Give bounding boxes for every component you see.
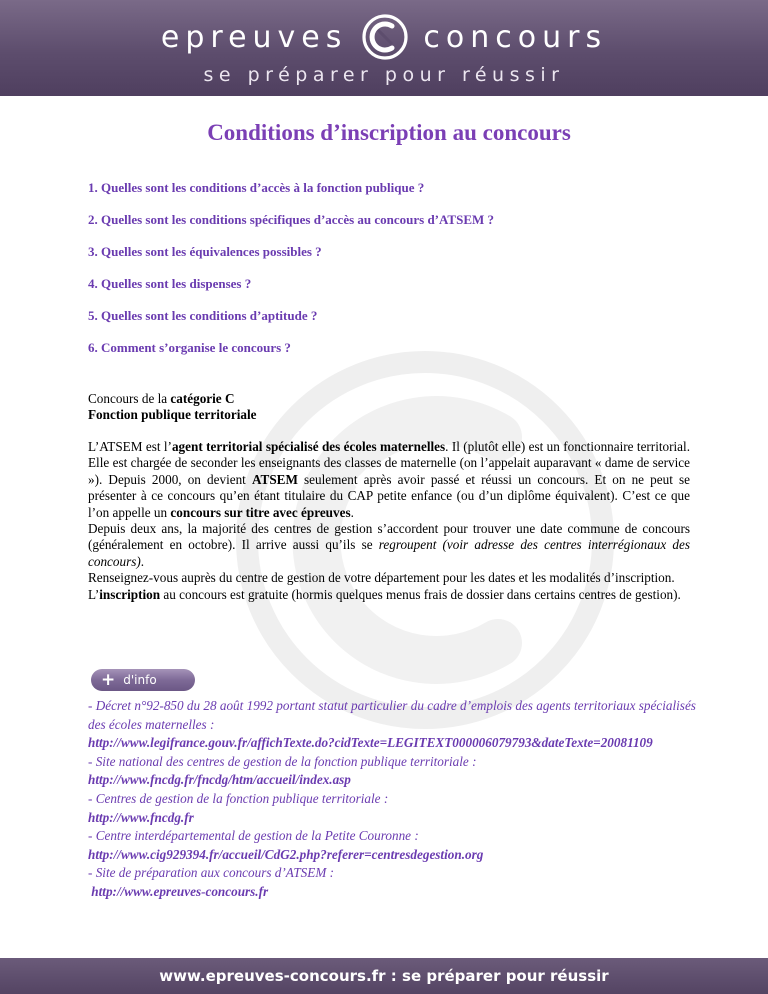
paragraph-dates: Depuis deux ans, la majorité des centres de gestion s’accordent pour trouver une date commune de concours (généralement en octobre). Il arrive aussi qu’ils se regroupent (voir adresse des centres interrégionaux des concours). bbox=[88, 521, 690, 569]
footer-banner bbox=[0, 958, 768, 994]
category-line: Concours de la catégorie C bbox=[88, 391, 235, 406]
question-item: 6. Comment s’organise le concours ? bbox=[88, 340, 291, 355]
concours-logo-icon bbox=[361, 13, 409, 61]
header-tagline: se préparer pour réussir bbox=[203, 64, 565, 86]
info-badge-label: d'info bbox=[123, 673, 157, 687]
paragraph-renseignez: Renseignez-vous auprès du centre de gestion de votre département pour les dates et les modalités d’inscription. bbox=[88, 570, 675, 586]
link-url[interactable]: http://www.epreuves-concours.fr bbox=[88, 883, 269, 899]
link-desc: - Site national des centres de gestion de la fonction publique territoriale : bbox=[88, 753, 477, 769]
paragraph-atsem: L’ATSEM est l’agent territorial spécialisé des écoles maternelles. Il (plutôt elle) est un fonctionnaire territorial. Elle est chargée de seconder les enseignants des classes de maternelle (on l’appelait auparavant « dame de service »). Depuis 2000, on devient ATSEM seulement après avoir passé et réussi un concours. Et on ne peut se présenter à ce concours qu’en étant titulaire du CAP petite enfance (ou d’un diplôme équivalent). C’est ce que l’on appelle un concours sur titre avec épreuves. bbox=[88, 439, 690, 520]
link-url[interactable]: http://www.cig929394.fr/accueil/CdG2.php?referer=centresdegestion.org bbox=[88, 846, 484, 862]
category-block bbox=[88, 391, 690, 424]
category-value: catégorie C bbox=[170, 391, 235, 406]
document-title: Conditions d’inscription au concours bbox=[207, 120, 571, 145]
link-url[interactable]: http://www.fncdg.fr bbox=[88, 809, 194, 825]
question-item: 2. Quelles sont les conditions spécifiques d’accès au concours d’ATSEM ? bbox=[88, 212, 495, 227]
link-url[interactable]: http://www.legifrance.gouv.fr/affichTexte.do?cidTexte=LEGITEXT000006079793&dateTexte=20081109 bbox=[88, 735, 653, 751]
link-desc: - Décret n°92-850 du 28 août 1992 portant statut particulier du cadre d’emplois des agents territoriaux spécialisés des écoles maternelles : bbox=[88, 698, 696, 732]
brand-right: concours bbox=[423, 19, 608, 55]
link-desc: - Site de préparation aux concours d’ATSEM : bbox=[88, 865, 334, 881]
brand-left: epreuves bbox=[160, 19, 348, 55]
body-text bbox=[88, 439, 690, 603]
header-banner bbox=[0, 0, 768, 96]
link-url[interactable]: http://www.fncdg.fr/fncdg/htm/accueil/index.asp bbox=[88, 772, 351, 788]
links-list bbox=[88, 697, 708, 902]
brand-row bbox=[0, 14, 768, 60]
plus-info-badge bbox=[91, 669, 195, 691]
question-item: 5. Quelles sont les conditions d’aptitude ? bbox=[88, 308, 318, 323]
category-line-2: Fonction publique territoriale bbox=[88, 407, 257, 423]
footer-text[interactable]: www.epreuves-concours.fr : se préparer pour réussir bbox=[159, 967, 609, 985]
link-desc: - Centres de gestion de la fonction publique territoriale : bbox=[88, 790, 389, 806]
question-item: 3. Quelles sont les équivalences possibles ? bbox=[88, 244, 322, 259]
question-item: 4. Quelles sont les dispenses ? bbox=[88, 276, 252, 291]
plus-icon: + bbox=[101, 669, 116, 690]
paragraph-inscription: L’inscription au concours est gratuite (hormis quelques menus frais de dossier dans certains centres de gestion). bbox=[88, 586, 681, 602]
question-item: 1. Quelles sont les conditions d’accès à la fonction publique ? bbox=[88, 180, 425, 195]
link-desc: - Centre interdépartemental de gestion de la Petite Couronne : bbox=[88, 828, 419, 844]
